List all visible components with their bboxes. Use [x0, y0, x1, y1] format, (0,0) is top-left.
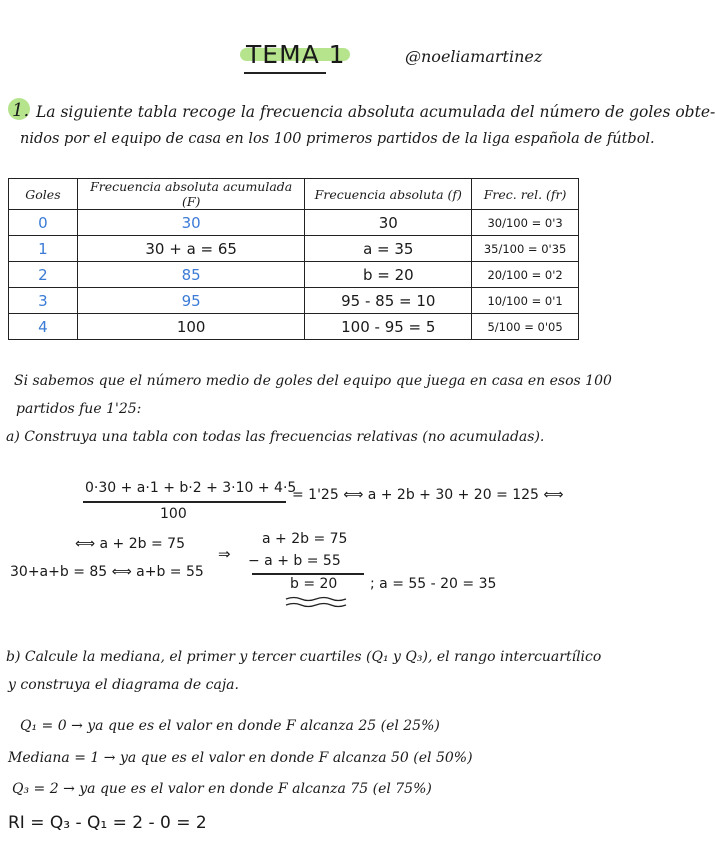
- statement-line2: partidos fue 1'25:: [16, 401, 142, 417]
- mean-denominator: 100: [160, 506, 187, 522]
- header-goles: Goles: [9, 179, 78, 210]
- header-freq-acumulada: Frecuencia absoluta acumulada (F): [77, 179, 305, 210]
- table-row: [9, 288, 579, 314]
- cell-goles: 1: [9, 236, 78, 262]
- page-title: TEMA 1: [246, 40, 346, 69]
- part-b-line1: b) Calcule la mediana, el primer y tercer cuartiles (Q₁ y Q₃), el rango intercuartílico: [6, 649, 602, 665]
- q3-result: Q₃ = 2 → ya que es el valor en donde F alcanza 75 (el 75%): [12, 781, 432, 797]
- system-result: b = 20: [290, 576, 338, 592]
- cell-F: 85: [77, 262, 305, 288]
- table-header-row: [9, 179, 579, 210]
- cell-f: 100 - 95 = 5: [305, 314, 472, 340]
- cell-f: 95 - 85 = 10: [305, 288, 472, 314]
- part-b-line2: y construya el diagrama de caja.: [8, 677, 239, 693]
- header-freq-absoluta: Frecuencia absoluta (f): [305, 179, 472, 210]
- implies-arrow: ⇒: [218, 545, 231, 563]
- statement-line1: Si sabemos que el número medio de goles del equipo que juega en casa en esos 100: [14, 373, 612, 389]
- cell-F: 100: [77, 314, 305, 340]
- equation-a-2b: ⟺ a + 2b = 75: [75, 536, 185, 552]
- table-row: [9, 314, 579, 340]
- cell-f: a = 35: [305, 236, 472, 262]
- table-row: [9, 210, 579, 236]
- question-text-line2: nidos por el equipo de casa en los 100 primeros partidos de la liga española de fútbol.: [20, 131, 655, 147]
- header-freq-relativa: Frec. rel. (fr): [472, 179, 579, 210]
- cell-fr: 30/100 = 0'3: [472, 210, 579, 236]
- system-sum-line: [252, 573, 364, 575]
- table-row: [9, 262, 579, 288]
- equation-a-plus-b: 30+a+b = 85 ⟺ a+b = 55: [10, 564, 204, 580]
- ri-result: RI = Q₃ - Q₁ = 2 - 0 = 2: [8, 813, 207, 833]
- part-a-statement: a) Construya una tabla con todas las frecuencias relativas (no acumuladas).: [6, 429, 545, 445]
- cell-goles: 2: [9, 262, 78, 288]
- cell-F: 30: [77, 210, 305, 236]
- frequency-table: [8, 178, 579, 340]
- double-underline: [284, 596, 348, 608]
- mean-numerator: 0·30 + a·1 + b·2 + 3·10 + 4·5: [85, 480, 297, 496]
- cell-goles: 3: [9, 288, 78, 314]
- fraction-line: [83, 501, 286, 503]
- cell-F: 30 + a = 65: [77, 236, 305, 262]
- mediana-result: Mediana = 1 → ya que es el valor en donde F alcanza 50 (el 50%): [8, 750, 473, 766]
- title-block: [246, 40, 348, 72]
- cell-goles: 0: [9, 210, 78, 236]
- author-handle: @noeliamartinez: [405, 47, 543, 66]
- system-eq2: − a + b = 55: [248, 553, 341, 569]
- cell-f: b = 20: [305, 262, 472, 288]
- question-text-line1: La siguiente tabla recoge la frecuencia absoluta acumulada del número de goles obte-: [36, 103, 715, 121]
- cell-f: 30: [305, 210, 472, 236]
- cell-fr: 10/100 = 0'1: [472, 288, 579, 314]
- question-number: 1.: [12, 100, 30, 121]
- cell-fr: 5/100 = 0'05: [472, 314, 579, 340]
- cell-goles: 4: [9, 314, 78, 340]
- cell-fr: 35/100 = 0'35: [472, 236, 579, 262]
- cell-F: 95: [77, 288, 305, 314]
- table-row: [9, 236, 579, 262]
- title-underline: [244, 72, 326, 74]
- q1-result: Q₁ = 0 → ya que es el valor en donde F alcanza 25 (el 25%): [20, 718, 440, 734]
- a-value: ; a = 55 - 20 = 35: [370, 576, 497, 592]
- mean-equation-rest: = 1'25 ⟺ a + 2b + 30 + 20 = 125 ⟺: [292, 487, 564, 503]
- system-eq1: a + 2b = 75: [262, 531, 348, 547]
- cell-fr: 20/100 = 0'2: [472, 262, 579, 288]
